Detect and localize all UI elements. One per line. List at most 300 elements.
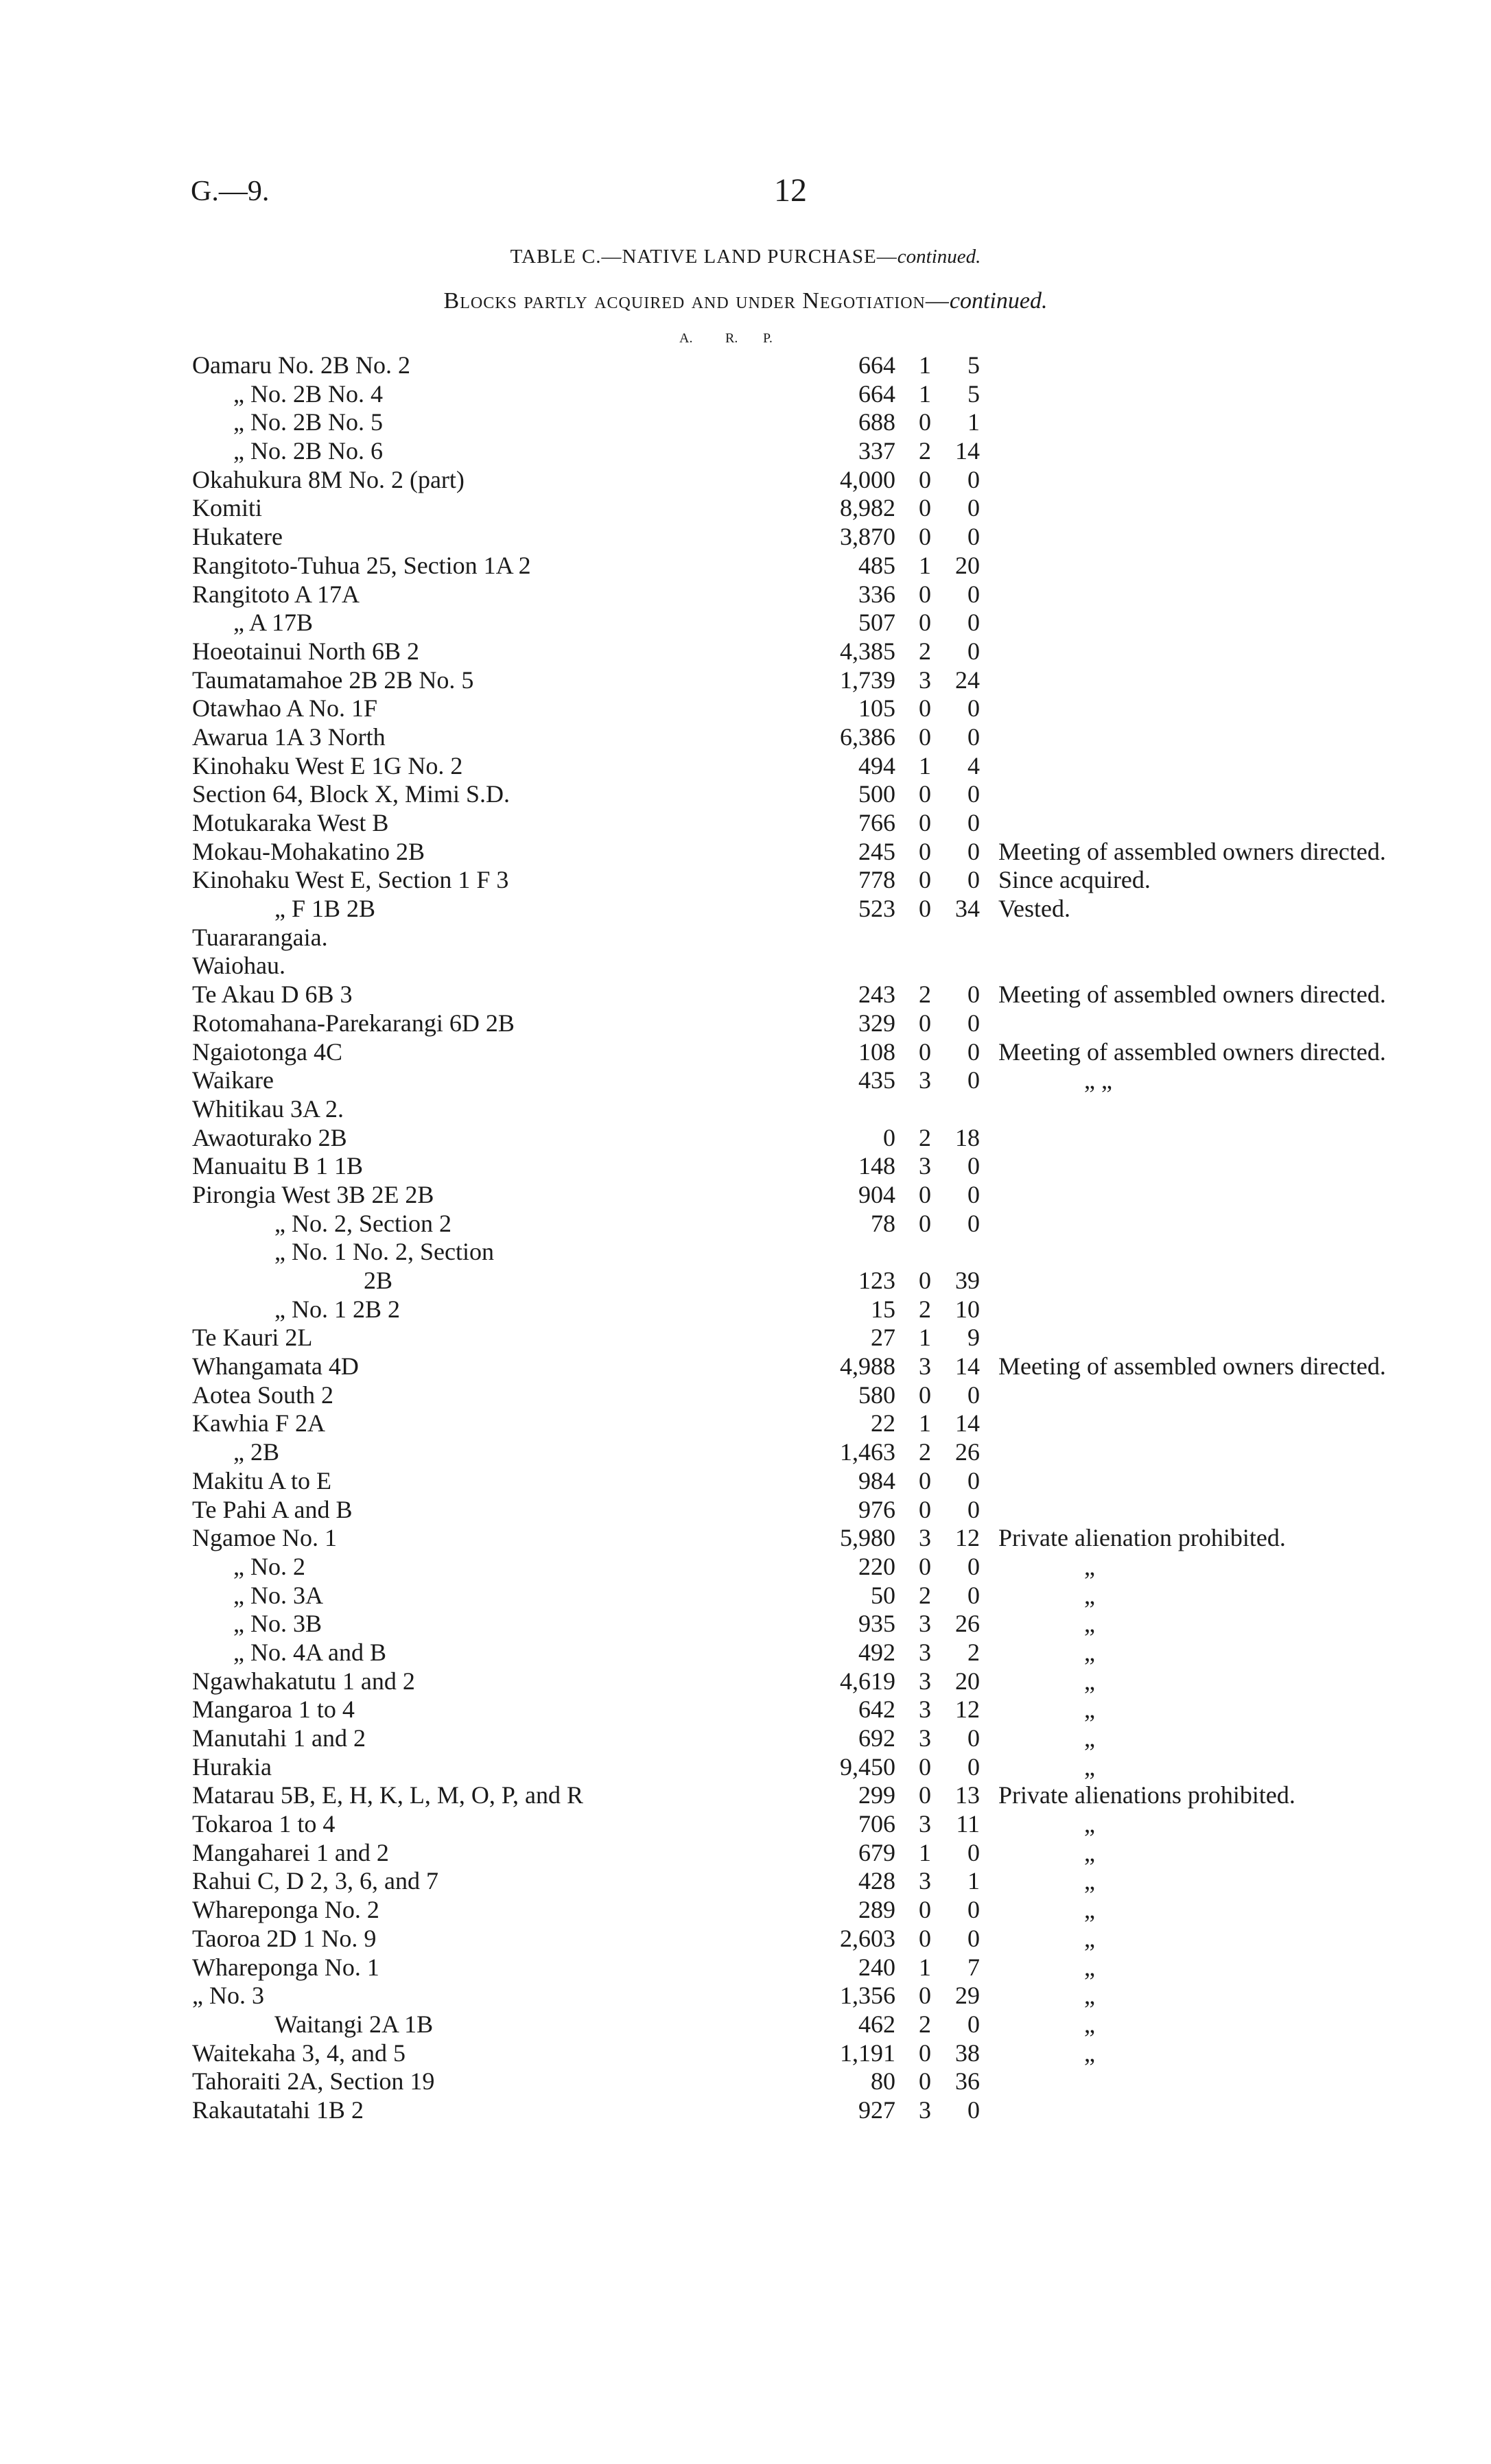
area-roods: 0 [919,1781,931,1809]
area-roods: 0 [919,494,931,522]
remark: Since acquired. [998,866,1151,894]
area-acres: 927 [858,2096,895,2124]
table-row [192,1352,1482,1381]
area-roods: 2 [919,637,931,665]
area-roods: 0 [919,523,931,551]
area-roods: 3 [919,1696,931,1724]
area-roods: 0 [919,895,931,923]
table-row [192,666,1482,695]
area-roods: 0 [919,723,931,751]
area-acres: 664 [858,379,895,408]
remark: „ [1084,1982,1095,2010]
block-name: „ No. 1 2B 2 [274,1295,400,1323]
block-name: „ No. 2B No. 5 [233,408,383,436]
table-row [192,752,1482,781]
area-perches: 12 [955,1524,980,1552]
area-roods: 0 [919,408,931,436]
block-name: Matarau 5B, E, H, K, L, M, O, P, and R [192,1781,583,1809]
area-roods: 0 [919,1381,931,1409]
area-roods: 3 [919,1810,931,1838]
area-perches: 0 [967,809,980,836]
block-name: „ A 17B [233,609,314,637]
area-perches: 0 [967,637,980,665]
block-name: Whareponga No. 2 [192,1896,379,1924]
table-row [192,1982,1482,2010]
area-perches: 0 [967,1066,980,1094]
area-acres: 706 [858,1810,895,1838]
area-acres: 679 [858,1838,895,1866]
table-row [192,838,1482,867]
block-name: „ No. 2, Section 2 [274,1209,451,1237]
area-acres: 664 [858,351,895,379]
area-perches: 0 [967,1381,980,1409]
table-row [192,1524,1482,1553]
remark: Meeting of assembled owners directed. [998,1037,1386,1066]
remark: Private alienation prohibited. [998,1524,1286,1552]
remark: „ [1084,1696,1095,1724]
area-perches: 0 [967,1466,980,1494]
block-name: Aotea South 2 [192,1381,333,1409]
area-acres: 329 [858,1009,895,1037]
block-name: Rahui C, D 2, 3, 6, and 7 [192,1867,438,1895]
remark: „ [1084,1667,1095,1695]
area-perches: 24 [955,666,980,694]
area-acres: 148 [858,1152,895,1180]
area-perches: 0 [967,1495,980,1523]
area-acres: 976 [858,1495,895,1523]
area-roods: 0 [919,1466,931,1494]
area-acres: 27 [871,1324,895,1352]
area-acres: 0 [883,1123,895,1151]
area-perches: 14 [955,437,980,465]
table-row [192,694,1482,723]
table-subtitle-continued: continued. [949,288,1048,314]
area-perches: 26 [955,1610,980,1638]
unit-roods: R. [725,331,738,346]
table-row [192,809,1482,838]
area-perches: 0 [967,1924,980,1952]
area-acres: 485 [858,551,895,579]
area-perches: 0 [967,1552,980,1580]
area-acres: 904 [858,1180,895,1208]
area-acres: 1,463 [840,1438,895,1466]
table-row [192,1295,1482,1324]
area-roods: 3 [919,1066,931,1094]
area-acres: 435 [858,1066,895,1094]
area-acres: 299 [858,1781,895,1809]
block-name: „ F 1B 2B [274,895,376,923]
area-perches: 14 [955,1409,980,1438]
area-perches: 34 [955,895,980,923]
area-roods: 3 [919,1152,931,1180]
table-row [192,723,1482,752]
block-name: Whareponga No. 1 [192,1953,379,1981]
area-roods: 3 [919,1867,931,1895]
area-perches: 0 [967,723,980,751]
block-name: Rotomahana-Parekarangi 6D 2B [192,1009,515,1037]
area-roods: 2 [919,1438,931,1466]
table-row [192,437,1482,466]
area-perches: 0 [967,523,980,551]
area-roods: 2 [919,437,931,465]
area-perches: 0 [967,1037,980,1066]
area-perches: 2 [967,1638,980,1666]
table-row [192,2096,1482,2125]
block-name: Otawhao A No. 1F [192,694,377,723]
area-roods: 0 [919,1552,931,1580]
area-acres: 8,982 [840,494,895,522]
area-acres: 984 [858,1466,895,1494]
area-perches: 20 [955,551,980,579]
table-row [192,380,1482,409]
block-name: Mangaroa 1 to 4 [192,1696,355,1724]
area-acres: 289 [858,1896,895,1924]
area-acres: 5,980 [840,1524,895,1552]
table-row [192,1753,1482,1782]
area-perches: 0 [967,1209,980,1237]
area-acres: 462 [858,2010,895,2038]
block-name: Kinohaku West E 1G No. 2 [192,751,463,779]
area-roods: 0 [919,580,931,608]
table-row [192,466,1482,495]
area-acres: 50 [871,1581,895,1609]
table-row [192,2039,1482,2068]
area-roods: 1 [919,551,931,579]
area-acres: 78 [871,1209,895,1237]
table-row [192,1810,1482,1839]
table-row [192,1839,1482,1868]
remark: „ [1084,1810,1095,1838]
area-roods: 3 [919,1667,931,1695]
block-name: Motukaraka West B [192,809,389,836]
remark: „ [1084,2010,1095,2038]
remark: „ [1084,2039,1095,2067]
area-perches: 7 [967,1953,980,1981]
area-perches: 5 [967,379,980,408]
block-name: Kinohaku West E, Section 1 F 3 [192,866,509,894]
area-perches: 39 [955,1267,980,1294]
block-name: Taoroa 2D 1 No. 9 [192,1924,377,1952]
table-row [192,552,1482,580]
area-acres: 337 [858,437,895,465]
remark: „ [1084,1724,1095,1752]
area-roods: 0 [919,1752,931,1781]
area-perches: 0 [967,1896,980,1924]
area-perches: 14 [955,1352,980,1381]
block-name: Oamaru No. 2B No. 2 [192,351,410,379]
block-name: Tokaroa 1 to 4 [192,1810,336,1838]
area-perches: 0 [967,837,980,865]
area-acres: 2,603 [840,1924,895,1952]
block-name: Okahukura 8M No. 2 (part) [192,465,465,493]
area-acres: 1,356 [840,1982,895,2010]
area-roods: 1 [919,1324,931,1352]
block-name: Ngamoe No. 1 [192,1524,337,1552]
table-title-main: TABLE C.—NATIVE LAND PURCHASE— [510,246,897,268]
table-row [192,1467,1482,1496]
area-roods: 2 [919,1123,931,1151]
block-name: Awarua 1A 3 North [192,723,386,751]
remark: „ „ [1084,1066,1112,1094]
area-acres: 1,739 [840,666,895,694]
table-subtitle-main: Blocks partly acquired and under Negotiation— [443,288,950,314]
block-name: Te Kauri 2L [192,1324,313,1352]
block-name: Makitu A to E [192,1466,332,1494]
area-roods: 1 [919,1838,931,1866]
area-acres: 123 [858,1267,895,1294]
remark: Private alienations prohibited. [998,1781,1295,1809]
block-name: „ No. 4A and B [233,1638,386,1666]
area-roods: 0 [919,465,931,493]
page-number: 12 [774,172,807,209]
block-name: Section 64, Block X, Mimi S.D. [192,780,510,808]
area-acres: 4,000 [840,465,895,493]
area-acres: 243 [858,981,895,1009]
area-perches: 0 [967,609,980,637]
remark: „ [1084,1924,1095,1952]
area-acres: 108 [858,1037,895,1066]
area-roods: 0 [919,1924,931,1952]
block-name: Manuaitu B 1 1B [192,1152,363,1180]
table-row [192,637,1482,666]
area-acres: 692 [858,1724,895,1752]
table-title-continued: continued. [897,246,981,268]
area-perches: 1 [967,1867,980,1895]
table-row [192,1925,1482,1953]
area-acres: 80 [871,2067,895,2096]
area-acres: 245 [858,837,895,865]
area-roods: 0 [919,1267,931,1294]
block-name: Rangitoto-Tuhua 25, Section 1A 2 [192,551,531,579]
area-acres: 15 [871,1295,895,1323]
block-name: Whangamata 4D [192,1352,359,1381]
area-acres: 766 [858,809,895,836]
table-row [192,1038,1482,1067]
table-row [192,1210,1482,1239]
area-acres: 4,385 [840,637,895,665]
table-row [192,1896,1482,1925]
block-name: Hoeotainui North 6B 2 [192,637,419,665]
area-perches: 0 [967,2096,980,2124]
area-acres: 688 [858,408,895,436]
land-purchase-table [192,351,1482,2125]
table-row [192,1267,1482,1295]
block-name: „ No. 3B [233,1610,322,1638]
block-name: Tahoraiti 2A, Section 19 [192,2067,435,2096]
area-roods: 2 [919,2010,931,2038]
area-roods: 0 [919,1982,931,2010]
block-name: Waikare [192,1066,274,1094]
block-name: Waitekaha 3, 4, and 5 [192,2039,406,2067]
block-name: Waiohau. [192,952,286,980]
area-roods: 0 [919,2039,931,2067]
table-row [192,1582,1482,1610]
area-perches: 0 [967,1581,980,1609]
table-row [192,2067,1482,2096]
area-roods: 1 [919,1953,931,1981]
area-acres: 4,988 [840,1352,895,1381]
table-row [192,1238,1482,1267]
area-perches: 0 [967,694,980,723]
block-name: Taumatamahoe 2B 2B No. 5 [192,666,474,694]
table-row [192,609,1482,637]
block-name: Awaoturako 2B [192,1123,347,1151]
area-acres: 778 [858,866,895,894]
area-roods: 0 [919,809,931,836]
table-row [192,1381,1482,1410]
area-acres: 4,619 [840,1667,895,1695]
remark: „ [1084,1552,1095,1580]
unit-perches: P. [763,331,773,346]
table-row [192,1181,1482,1210]
block-name: Te Pahi A and B [192,1495,353,1523]
area-acres: 494 [858,751,895,779]
area-perches: 5 [967,351,980,379]
area-perches: 0 [967,494,980,522]
area-perches: 0 [967,1838,980,1866]
area-acres: 428 [858,1867,895,1895]
area-acres: 105 [858,694,895,723]
block-name: Kawhia F 2A [192,1409,325,1438]
area-perches: 12 [955,1696,980,1724]
area-roods: 3 [919,1638,931,1666]
area-roods: 0 [919,1037,931,1066]
table-row [192,1496,1482,1525]
remark: „ [1084,1896,1095,1924]
block-name: Hukatere [192,523,283,551]
document-reference: G.—9. [191,176,270,207]
area-perches: 1 [967,408,980,436]
table-row [192,981,1482,1009]
remark: „ [1084,1953,1095,1981]
table-row [192,866,1482,895]
table-row [192,1696,1482,1724]
block-name: Mangaharei 1 and 2 [192,1838,389,1866]
area-roods: 0 [919,1180,931,1208]
area-acres: 9,450 [840,1752,895,1781]
area-acres: 523 [858,895,895,923]
remark: Meeting of assembled owners directed. [998,1352,1386,1381]
table-row [192,1724,1482,1753]
area-perches: 10 [955,1295,980,1323]
area-acres: 6,386 [840,723,895,751]
block-name: „ No. 3A [233,1581,323,1609]
block-name: „ No. 1 No. 2, Section [274,1238,494,1266]
table-row [192,1867,1482,1896]
area-perches: 0 [967,780,980,808]
table-row [192,2010,1482,2039]
area-roods: 0 [919,837,931,865]
table-row [192,1610,1482,1639]
area-perches: 0 [967,1152,980,1180]
area-acres: 220 [858,1552,895,1580]
table-row [192,1781,1482,1810]
table-row [192,351,1482,380]
area-acres: 935 [858,1610,895,1638]
area-acres: 500 [858,780,895,808]
area-perches: 18 [955,1123,980,1151]
remark: „ [1084,1581,1095,1609]
unit-acres: A. [679,331,693,346]
area-roods: 3 [919,666,931,694]
block-name: Ngawhakatutu 1 and 2 [192,1667,415,1695]
table-row [192,1953,1482,1982]
remark: Meeting of assembled owners directed. [998,837,1386,865]
table-row [192,1152,1482,1181]
block-name: Ngaiotonga 4C [192,1037,342,1066]
area-roods: 0 [919,1495,931,1523]
table-row [192,1553,1482,1582]
remark: Meeting of assembled owners directed. [998,981,1386,1009]
block-name: Mokau-Mohakatino 2B [192,837,425,865]
area-perches: 0 [967,465,980,493]
area-acres: 240 [858,1953,895,1981]
area-perches: 13 [955,1781,980,1809]
area-roods: 2 [919,981,931,1009]
area-perches: 9 [967,1324,980,1352]
area-roods: 2 [919,1581,931,1609]
area-perches: 0 [967,1752,980,1781]
table-row [192,408,1482,437]
area-acres: 1,191 [840,2039,895,2067]
area-perches: 29 [955,1982,980,2010]
area-roods: 3 [919,1524,931,1552]
remark: „ [1084,1867,1095,1895]
table-row [192,580,1482,609]
table-row [192,1095,1482,1124]
area-roods: 3 [919,1610,931,1638]
area-roods: 0 [919,866,931,894]
table-row [192,1639,1482,1667]
table-row [192,1667,1482,1696]
area-roods: 0 [919,2067,931,2096]
area-perches: 36 [955,2067,980,2096]
block-name: Hurakia [192,1752,272,1781]
block-name: Te Akau D 6B 3 [192,981,353,1009]
remark: „ [1084,1752,1095,1781]
area-perches: 20 [955,1667,980,1695]
area-roods: 0 [919,1896,931,1924]
block-name: Waitangi 2A 1B [274,2010,434,2038]
area-roods: 0 [919,609,931,637]
block-name: Tuararangaia. [192,923,328,951]
area-perches: 0 [967,1009,980,1037]
remark: „ [1084,1610,1095,1638]
remark: „ [1084,1838,1095,1866]
remark: Vested. [998,895,1070,923]
area-perches: 4 [967,751,980,779]
table-row [192,1438,1482,1467]
area-acres: 507 [858,609,895,637]
block-name: „ No. 2B No. 6 [233,437,383,465]
block-name: Pirongia West 3B 2E 2B [192,1180,434,1208]
block-name: „ No. 2 [233,1552,305,1580]
area-roods: 2 [919,1295,931,1323]
area-perches: 0 [967,580,980,608]
table-row [192,1009,1482,1038]
block-name: „ No. 3 [192,1982,264,2010]
block-name: Rakautatahi 1B 2 [192,2096,364,2124]
area-roods: 3 [919,1724,931,1752]
area-perches: 0 [967,981,980,1009]
area-roods: 1 [919,379,931,408]
area-perches: 38 [955,2039,980,2067]
block-name: „ No. 2B No. 4 [233,379,383,408]
table-row [192,895,1482,924]
table-row [192,1409,1482,1438]
block-name: „ 2B [233,1438,279,1466]
area-roods: 3 [919,1352,931,1381]
